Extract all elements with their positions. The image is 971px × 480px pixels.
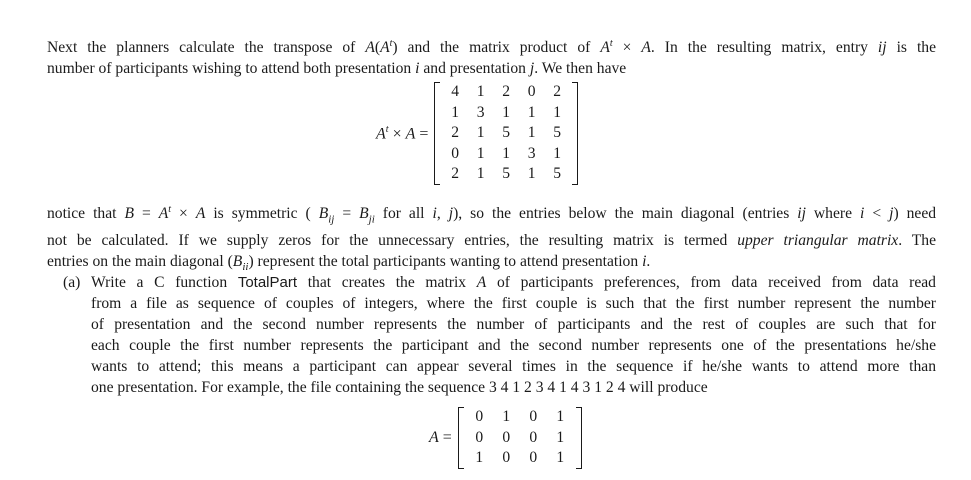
matrix-cell: 1 [502, 144, 511, 162]
notice-paragraph [47, 199, 936, 278]
matrix-2-grid [466, 407, 574, 469]
matrix-cell: 1 [553, 103, 562, 121]
matrix-cell: 1 [502, 103, 511, 121]
part-a-item [63, 272, 936, 398]
matrix-cell: 0 [527, 83, 536, 100]
matrix-cell: 5 [553, 165, 562, 183]
matrix-cell: 0 [502, 449, 511, 467]
matrix-cell: 5 [553, 124, 562, 142]
matrix-cell: 0 [451, 144, 460, 162]
matrix-cell: 1 [527, 124, 536, 142]
matrix-cell: 3 [476, 103, 485, 121]
matrix-cell: 1 [476, 124, 485, 142]
intro-line-1: Next the planners calculate the transpose of $A(A^t)$ and the matrix product of $A^t \times A$. In the resulting matrix, entry ij is the [47, 38, 936, 57]
matrix-cell: 1 [476, 165, 485, 183]
matrix-equation-2 [429, 407, 582, 469]
matrix-cell: 2 [553, 83, 562, 100]
matrix-cell: 0 [529, 428, 538, 446]
matrix-cell: 1 [556, 428, 565, 446]
intro-paragraph [47, 33, 936, 79]
matrix-cell: 4 [451, 83, 460, 100]
matrix-cell: 5 [502, 165, 511, 183]
matrix-2-brackets [458, 407, 582, 469]
function-name: TotalPart [237, 274, 298, 291]
matrix-cell: 0 [475, 428, 484, 446]
matrix-cell: 1 [553, 144, 562, 162]
matrix-cell: 1 [476, 83, 485, 100]
notice-line-2: not be calculated. If we supply zeros for the unnecessary entries, the resulting matrix is termed upper triangular matrix. The [47, 232, 936, 250]
matrix-equation-1 [376, 82, 578, 185]
matrix-cell: 1 [527, 103, 536, 121]
matrix-cell: 0 [529, 449, 538, 467]
matrix-1-grid [442, 82, 570, 185]
matrix-cell: 1 [475, 449, 484, 467]
matrix-2-lhs: A = [429, 428, 452, 446]
part-a-line-5: wants to attend; this means a participant can appear several times in the sequence if he/she wants to attend more than [91, 358, 936, 375]
part-a-label: (a) [63, 274, 81, 291]
matrix-cell: 2 [451, 165, 460, 183]
matrix-cell: 1 [502, 408, 511, 425]
matrix-cell: 3 [527, 144, 536, 162]
matrix-cell: 5 [502, 124, 511, 142]
intro-line-2: number of participants wishing to attend both presentation i and presentation j. We then have [47, 60, 627, 78]
part-a-line-4: each couple the first number represents the participant and the second number represents one of the presentations he/she [91, 337, 936, 354]
matrix-cell: 1 [527, 165, 536, 183]
matrix-1-brackets [434, 82, 578, 185]
matrix-cell: 0 [475, 408, 484, 425]
matrix-cell: 1 [476, 144, 485, 162]
part-a-line-1: Write a C function TotalPart that creates the matrix A of participants preferences, from data received from data read [91, 274, 936, 291]
matrix-cell: 1 [556, 408, 565, 425]
matrix-1-lhs: $A^t \times A$ = [376, 123, 429, 143]
matrix-cell: 2 [451, 124, 460, 142]
notice-line-3: entries on the main diagonal $(B_{ii})$ represent the total participants wanting to attend presentation i. [47, 253, 651, 274]
part-a-line-6: one presentation. For example, the file containing the sequence 3 4 1 2 3 4 1 4 3 1 2 4 will produce [91, 379, 708, 396]
matrix-cell: 1 [451, 103, 460, 121]
part-a-line-2: from a file as sequence of couples of integers, where the first couple is such that the first number represent the number [91, 295, 936, 312]
part-a-text [91, 272, 936, 398]
notice-line-1: notice that $B = A^t \times A$ is symmetric ( $B_{ij} = B_{ji}$ for all i, j), so the entries below the main diagonal (entries ij where i < j) need [47, 204, 937, 226]
matrix-cell: 1 [556, 449, 565, 467]
matrix-cell: 2 [502, 83, 511, 100]
matrix-cell: 0 [502, 428, 511, 446]
matrix-cell: 0 [529, 408, 538, 425]
part-a-line-3: of presentation and the second number represents the number of participants and the rest of couples are such that for [91, 316, 936, 333]
